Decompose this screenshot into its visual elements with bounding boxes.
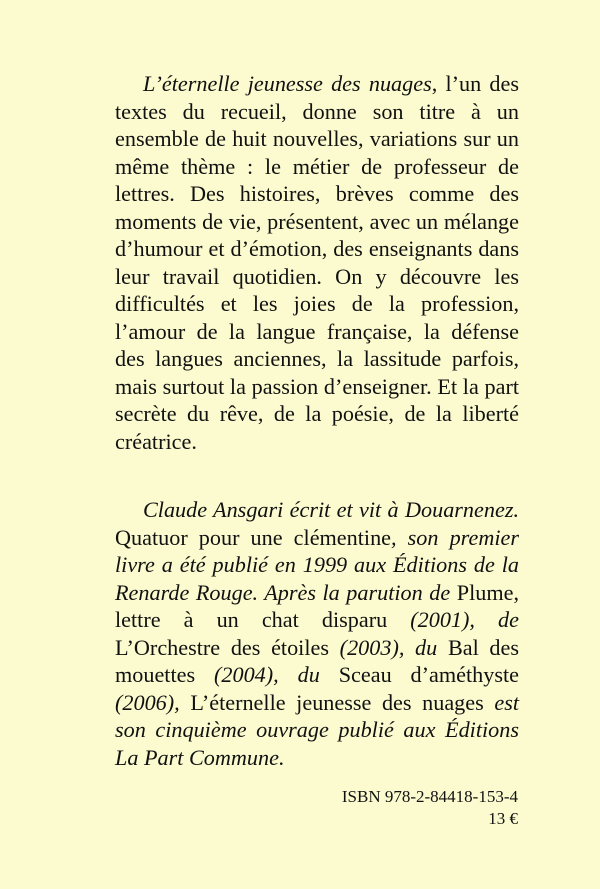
- author-biography: [115, 496, 519, 771]
- bio-title: L’Orchestre des étoiles: [115, 634, 329, 660]
- bio-title: Sceau d’améthyste: [338, 662, 519, 687]
- bio-segment: Claude Ansgari écrit et vit à Douarnenez.: [143, 497, 519, 522]
- isbn-number: ISBN 978-2-84418-153-4: [341, 787, 518, 806]
- bio-title: L’éternelle jeunesse des nuages: [190, 689, 484, 715]
- bio-title: Bal des mouettes: [115, 634, 520, 687]
- bio-segment: (2004), du: [195, 662, 339, 687]
- bio-segment: (2001), de: [387, 607, 519, 632]
- bio-segment: , son premier livre a été publié en 1999 aux Éditions de la Renarde Rouge. Après la parution de: [115, 524, 519, 605]
- bio-segment: est son cinquième ouvrage publié aux Éditions La Part Commune.: [115, 689, 519, 770]
- bio-segment: (2006),: [115, 689, 191, 715]
- bio-segment: (2003), du: [329, 634, 448, 660]
- bio-title: Quatuor pour une clémentine: [115, 524, 392, 550]
- synopsis-paragraph: [115, 70, 519, 455]
- bio-title: Plume, lettre à un chat disparu: [115, 579, 519, 632]
- book-title: L’éternelle jeunesse des nuages: [143, 71, 432, 96]
- synopsis-text: , l’un des textes du recueil, donne son titre à un ensemble de huit nouvelles, variations sur un même thème : le métier de professeur de lettres. Des histoires, brèves comme des moments de vie, présentent, avec un mélange d’humour et d’émotion, des enseignants dans leur travail quotidien. On y découvre les difficultés et les joies de la profession, l’amour de la langue française, la défense des langues anciennes, la lassitude parfois, mais surtout la passion d’enseigner. Et la part secrète du rêve, de la poésie, de la liberté créatrice.: [115, 71, 519, 454]
- price-label: 13 €: [488, 809, 518, 828]
